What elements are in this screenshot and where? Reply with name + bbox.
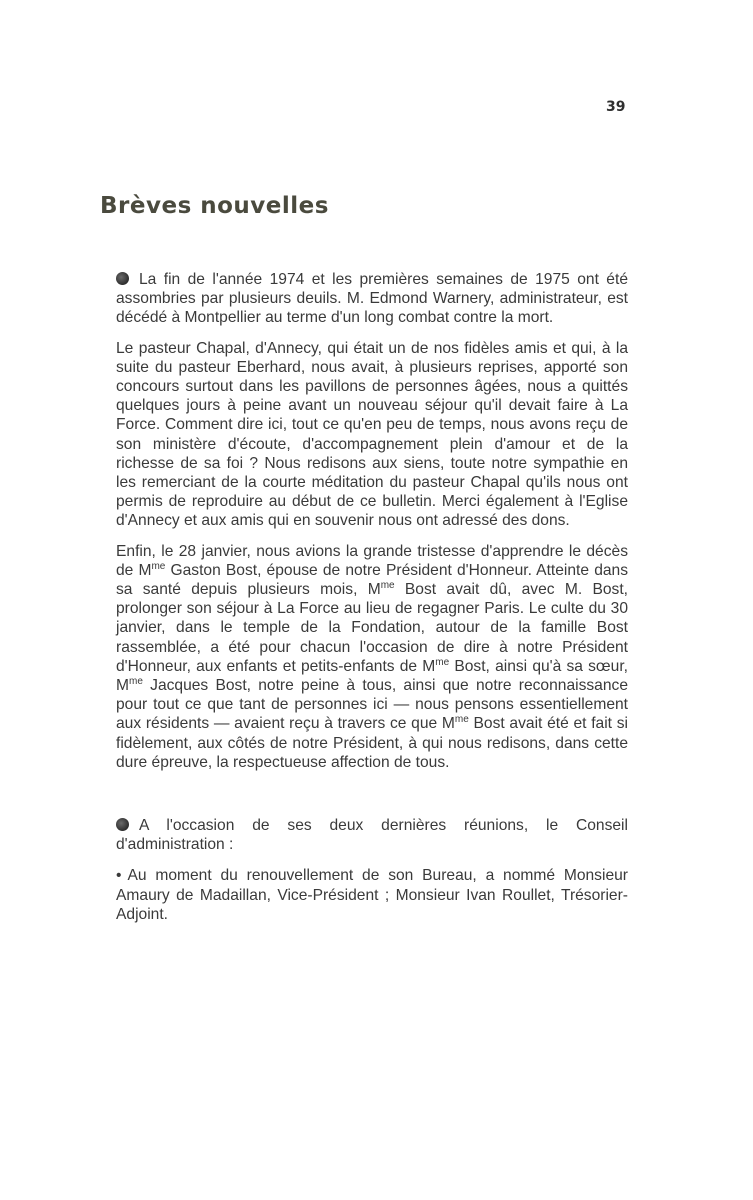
paragraph-text: A l'occasion de ses deux dernières réunions, le Conseil d'administration : bbox=[116, 817, 628, 854]
round-bullet-icon bbox=[116, 272, 129, 285]
paragraph-deaths-intro bbox=[116, 270, 628, 328]
paragraph-text: Bost avait dû, avec M. Bost, prolonger son séjour à La Force au lieu de regagner Paris. Le culte du 30 janvier, dans le temple de la Fondation, autour de la famille Bost rassemblée, a été pour chacun l'occasion de dire à notre Président d'Honneur, aux enfants et petits-enfants de M bbox=[116, 581, 628, 675]
paragraph-mme-bost bbox=[116, 542, 628, 772]
superscript-me: me bbox=[435, 656, 450, 668]
paragraph-text: Gaston Bost, épouse de notre Président d'Honneur. Atteinte dans sa santé depuis plusieurs mois, M bbox=[116, 561, 629, 599]
paragraph-text: Au moment du renouvellement de son Bureau, a nommé Monsieur Amaury de Madaillan, Vice-Président ; Monsieur Ivan Roullet, Trésorier-Adjoint. bbox=[116, 867, 628, 923]
superscript-me: me bbox=[380, 580, 395, 592]
section-title: Brèves nouvelles bbox=[100, 193, 329, 219]
paragraph-bureau-nominations bbox=[116, 866, 628, 924]
paragraph-text: Jacques Bost, notre peine à tous, ainsi que notre reconnaissance pour tout ce que tant de personnes ici — nous pensons essentiellement aux résidents — avaient reçu à travers ce que M bbox=[116, 677, 628, 733]
small-bullet-marker: • bbox=[116, 867, 122, 885]
paragraph-text: La fin de l'année 1974 et les premières semaines de 1975 ont été assombries par plusieurs deuils. M. Edmond Warnery, administrateur, est décédé à Montpellier au terme d'un long combat contre la mort. bbox=[116, 271, 628, 327]
superscript-me: me bbox=[129, 676, 143, 688]
paragraph-text: Enfin, le 28 janvier, nous avions la grande tristesse d'apprendre le décès de M bbox=[116, 542, 628, 579]
paragraph-text: Bost, ainsi qu'à sa sœur, M bbox=[116, 657, 628, 695]
superscript-me: me bbox=[151, 560, 166, 572]
page-number: 39 bbox=[606, 99, 626, 115]
superscript-me: me bbox=[454, 714, 469, 726]
paragraph-pasteur-chapal: Le pasteur Chapal, d'Annecy, qui était un de nos fidèles amis et qui, à la suite du pasteur Eberhard, nous avait, à plusieurs reprises, apporté son concours surtout dans les pavillons de personnes âgées, nous a quittés quelques jours à peine avant un nouveau séjour qu'il devait faire à La Force. Comment dire ici, tout ce qu'en peu de temps, nous avons reçu de son ministère d'écoute, d'accompagnement plein d'amour et de la richesse de sa foi ? Nous redisons aux siens, toute notre sympathie en les remerciant de la courte méditation du pasteur Chapal qu'ils nous ont permis de reproduire au début de ce bulletin. Merci également à l'Eglise d'Annecy et aux amis qui en souvenir nous ont adressé des dons. bbox=[116, 339, 628, 530]
paragraph-text: Bost avait été et fait si fidèlement, aux côtés de notre Président, à qui nous redisons, dans cette dure épreuve, la respectueuse affection de tous. bbox=[116, 715, 628, 771]
paragraph-conseil bbox=[116, 816, 628, 854]
article-body bbox=[116, 270, 628, 924]
round-bullet-icon bbox=[116, 818, 129, 831]
